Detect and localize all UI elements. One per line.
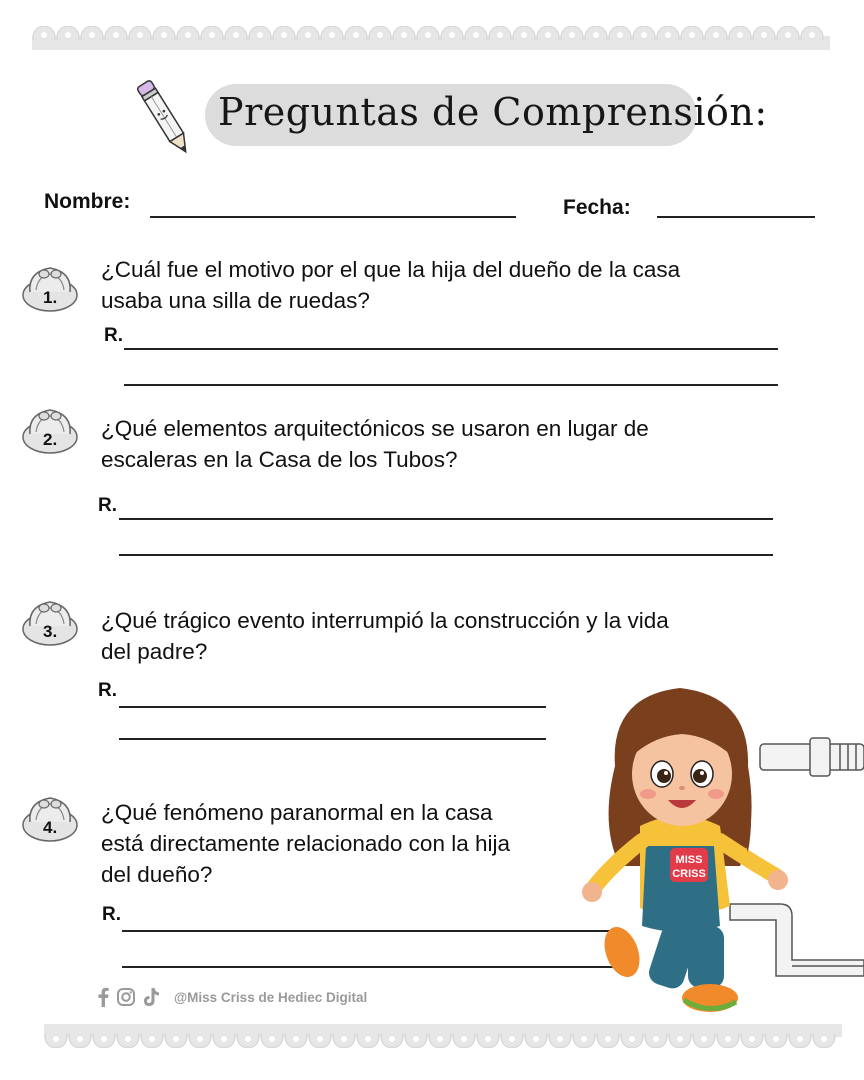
question-4-line-3: del dueño? xyxy=(101,862,213,887)
question-text-1 xyxy=(101,254,680,316)
question-4-line-2: está directamente relacionado con la hija xyxy=(101,831,510,856)
name-label: Nombre: xyxy=(44,190,131,213)
question-2-line-1: ¿Qué elementos arquitectónicos se usaron en lugar de xyxy=(101,416,649,441)
instagram-icon[interactable] xyxy=(116,987,136,1007)
pencil-icon xyxy=(134,72,194,162)
answer-line-1b[interactable] xyxy=(124,384,778,386)
question-number-badge-1 xyxy=(20,262,80,314)
answer-line-1a[interactable] xyxy=(124,348,778,350)
question-number-badge-3 xyxy=(20,596,80,648)
footer-credit-text: @Miss Criss de Hediec Digital xyxy=(174,989,368,1005)
answer-line-3a[interactable] xyxy=(119,706,546,708)
facebook-icon[interactable] xyxy=(96,987,110,1007)
answer-line-3b[interactable] xyxy=(119,738,546,740)
question-number-badge-2 xyxy=(20,404,80,456)
top-lace-border xyxy=(32,26,830,50)
answer-line-2b[interactable] xyxy=(119,554,773,556)
question-1-line-2: usaba una silla de ruedas? xyxy=(101,288,370,313)
girl-character-illustration xyxy=(580,676,864,1026)
question-number-badge-4 xyxy=(20,792,80,844)
question-text-4 xyxy=(101,797,510,890)
answer-label-3: R. xyxy=(98,680,117,701)
question-text-2 xyxy=(101,413,649,475)
question-text-3 xyxy=(101,605,669,667)
question-1-line-1: ¿Cuál fue el motivo por el que la hija del dueño de la casa xyxy=(101,257,681,282)
question-number-3: 3. xyxy=(43,622,58,641)
page-title: Preguntas de Comprensión: xyxy=(218,90,768,134)
overall-badge-text-2: CRISS xyxy=(672,868,706,880)
date-label: Fecha: xyxy=(563,196,631,219)
answer-line-4b[interactable] xyxy=(122,966,622,968)
answer-label-1: R. xyxy=(104,325,123,346)
footer-credit xyxy=(96,984,367,1010)
question-number-2: 2. xyxy=(43,430,58,449)
answer-label-4: R. xyxy=(102,904,121,925)
answer-line-2a[interactable] xyxy=(119,518,773,520)
answer-label-2: R. xyxy=(98,495,117,516)
bottom-lace-border xyxy=(44,1024,842,1048)
name-line[interactable] xyxy=(150,216,516,218)
question-number-1: 1. xyxy=(43,288,58,307)
question-number-4: 4. xyxy=(43,818,58,837)
question-2-line-2: escaleras en la Casa de los Tubos? xyxy=(101,447,458,472)
answer-line-4a[interactable] xyxy=(122,930,622,932)
question-3-line-2: del padre? xyxy=(101,639,208,664)
question-4-line-1: ¿Qué fenómeno paranormal en la casa xyxy=(101,800,493,825)
date-line[interactable] xyxy=(657,216,815,218)
overall-badge-text-1: MISS xyxy=(675,854,703,866)
tiktok-icon[interactable] xyxy=(142,987,160,1007)
question-3-line-1: ¿Qué trágico evento interrumpió la construcción y la vida xyxy=(101,608,669,633)
